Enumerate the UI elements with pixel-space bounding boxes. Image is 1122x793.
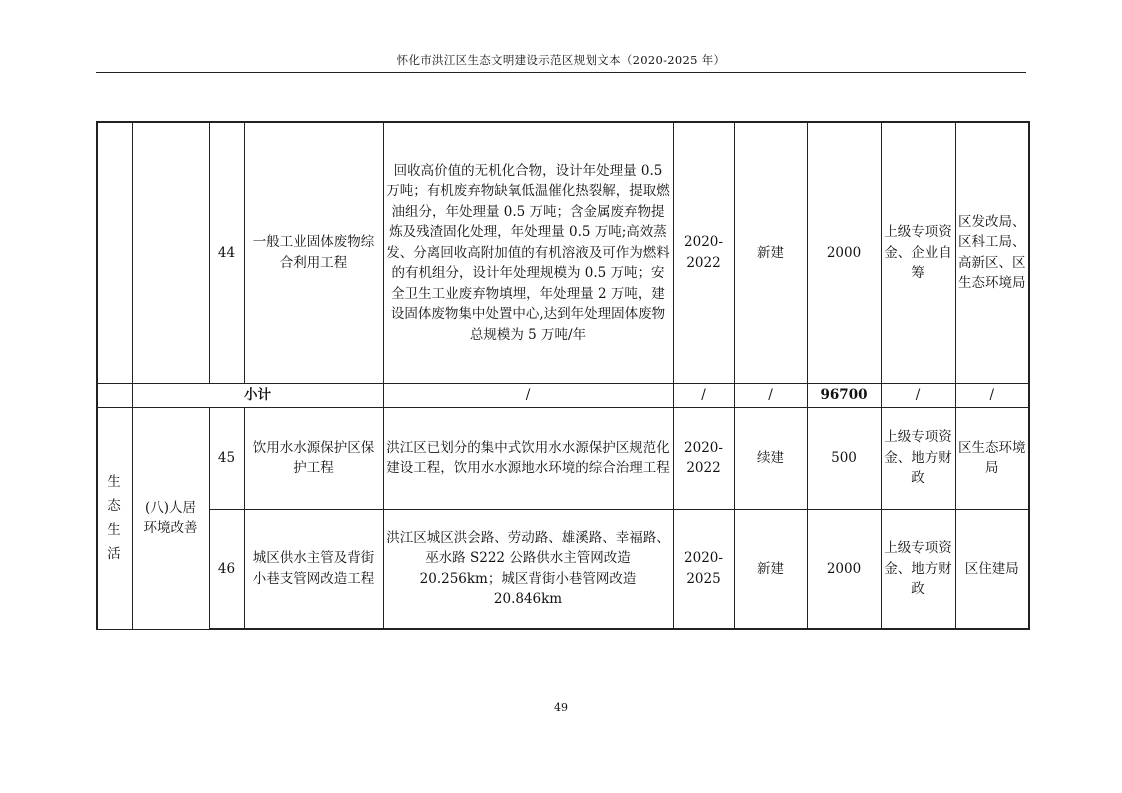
- category-cell-blank: [97, 122, 132, 383]
- subtotal-content: /: [383, 383, 673, 407]
- row-45-department: 区生态环境局: [955, 407, 1029, 509]
- row-45-investment: 500: [807, 407, 881, 509]
- row-46-funding: 上级专项资金、地方财政: [881, 509, 955, 629]
- page-header-title: 怀化市洪江区生态文明建设示范区规划文本（2020-2025 年）: [396, 53, 726, 67]
- subtotal-department: /: [955, 383, 1029, 407]
- row-44-content: 回收高价值的无机化合物，设计年处理量 0.5 万吨；有机废弃物缺氧低温催化热裂解，提取燃油组分，年处理量 0.5 万吨；含金属废弃物提炼及残渣固化处理，年处理量 0.5 万吨;高效蒸发、分离回收高附加值的有机溶液及可作为燃料的有机组分，设计年处理规模为 0.5 万吨；安全卫生工业废弃物填埋，年处理量 2 万吨，建设固体废物集中处置中心,达到年处理固体废物总规模为 5 万吨/年: [383, 122, 673, 383]
- row-44-period: 2020-2022: [673, 122, 734, 383]
- row-45-type: 续建: [734, 407, 807, 509]
- row-46-type: 新建: [734, 509, 807, 629]
- row-46-number: 46: [209, 509, 244, 629]
- table-row-45: [97, 407, 1029, 509]
- row-45-period: 2020-2022: [673, 407, 734, 509]
- table-row-46: [97, 509, 1029, 629]
- subtotal-label: 小计: [132, 383, 383, 407]
- subtotal-period: /: [673, 383, 734, 407]
- category-text: 生态生活: [107, 474, 123, 562]
- subcategory-cell-blank: [132, 122, 209, 383]
- row-46-investment: 2000: [807, 509, 881, 629]
- row-46-department: 区住建局: [955, 509, 1029, 629]
- header-divider: [96, 72, 1026, 73]
- row-44-investment: 2000: [807, 122, 881, 383]
- row-45-funding: 上级专项资金、地方财政: [881, 407, 955, 509]
- row-46-project-name: 城区供水主管及背街小巷支管网改造工程: [244, 509, 383, 629]
- category-label: [97, 407, 132, 629]
- row-46-content: 洪江区城区洪会路、劳动路、雄溪路、幸福路、巫水路 S222 公路供水主管网改造 20.256km；城区背街小巷管网改造 20.846km: [383, 509, 673, 629]
- project-table: [96, 121, 1030, 630]
- subtotal-blank-cell: [97, 383, 132, 407]
- row-44-number: 44: [209, 122, 244, 383]
- table-row-44: [97, 122, 1029, 383]
- row-44-funding: 上级专项资金、企业自筹: [881, 122, 955, 383]
- row-45-project-name: 饮用水水源保护区保护工程: [244, 407, 383, 509]
- row-45-number: 45: [209, 407, 244, 509]
- row-44-department: 区发改局、区科工局、高新区、区生态环境局: [955, 122, 1029, 383]
- subtotal-investment: 96700: [807, 383, 881, 407]
- row-44-type: 新建: [734, 122, 807, 383]
- subtotal-type: /: [734, 383, 807, 407]
- row-44-project-name: 一般工业固体废物综合利用工程: [244, 122, 383, 383]
- subtotal-row: [97, 383, 1029, 407]
- subtotal-funding: /: [881, 383, 955, 407]
- row-46-period: 2020-2025: [673, 509, 734, 629]
- subcategory-label: (八)人居环境改善: [132, 407, 209, 629]
- row-45-content: 洪江区已划分的集中式饮用水水源保护区规范化建设工程，饮用水水源地水环境的综合治理工程: [383, 407, 673, 509]
- page-number: 49: [554, 701, 568, 714]
